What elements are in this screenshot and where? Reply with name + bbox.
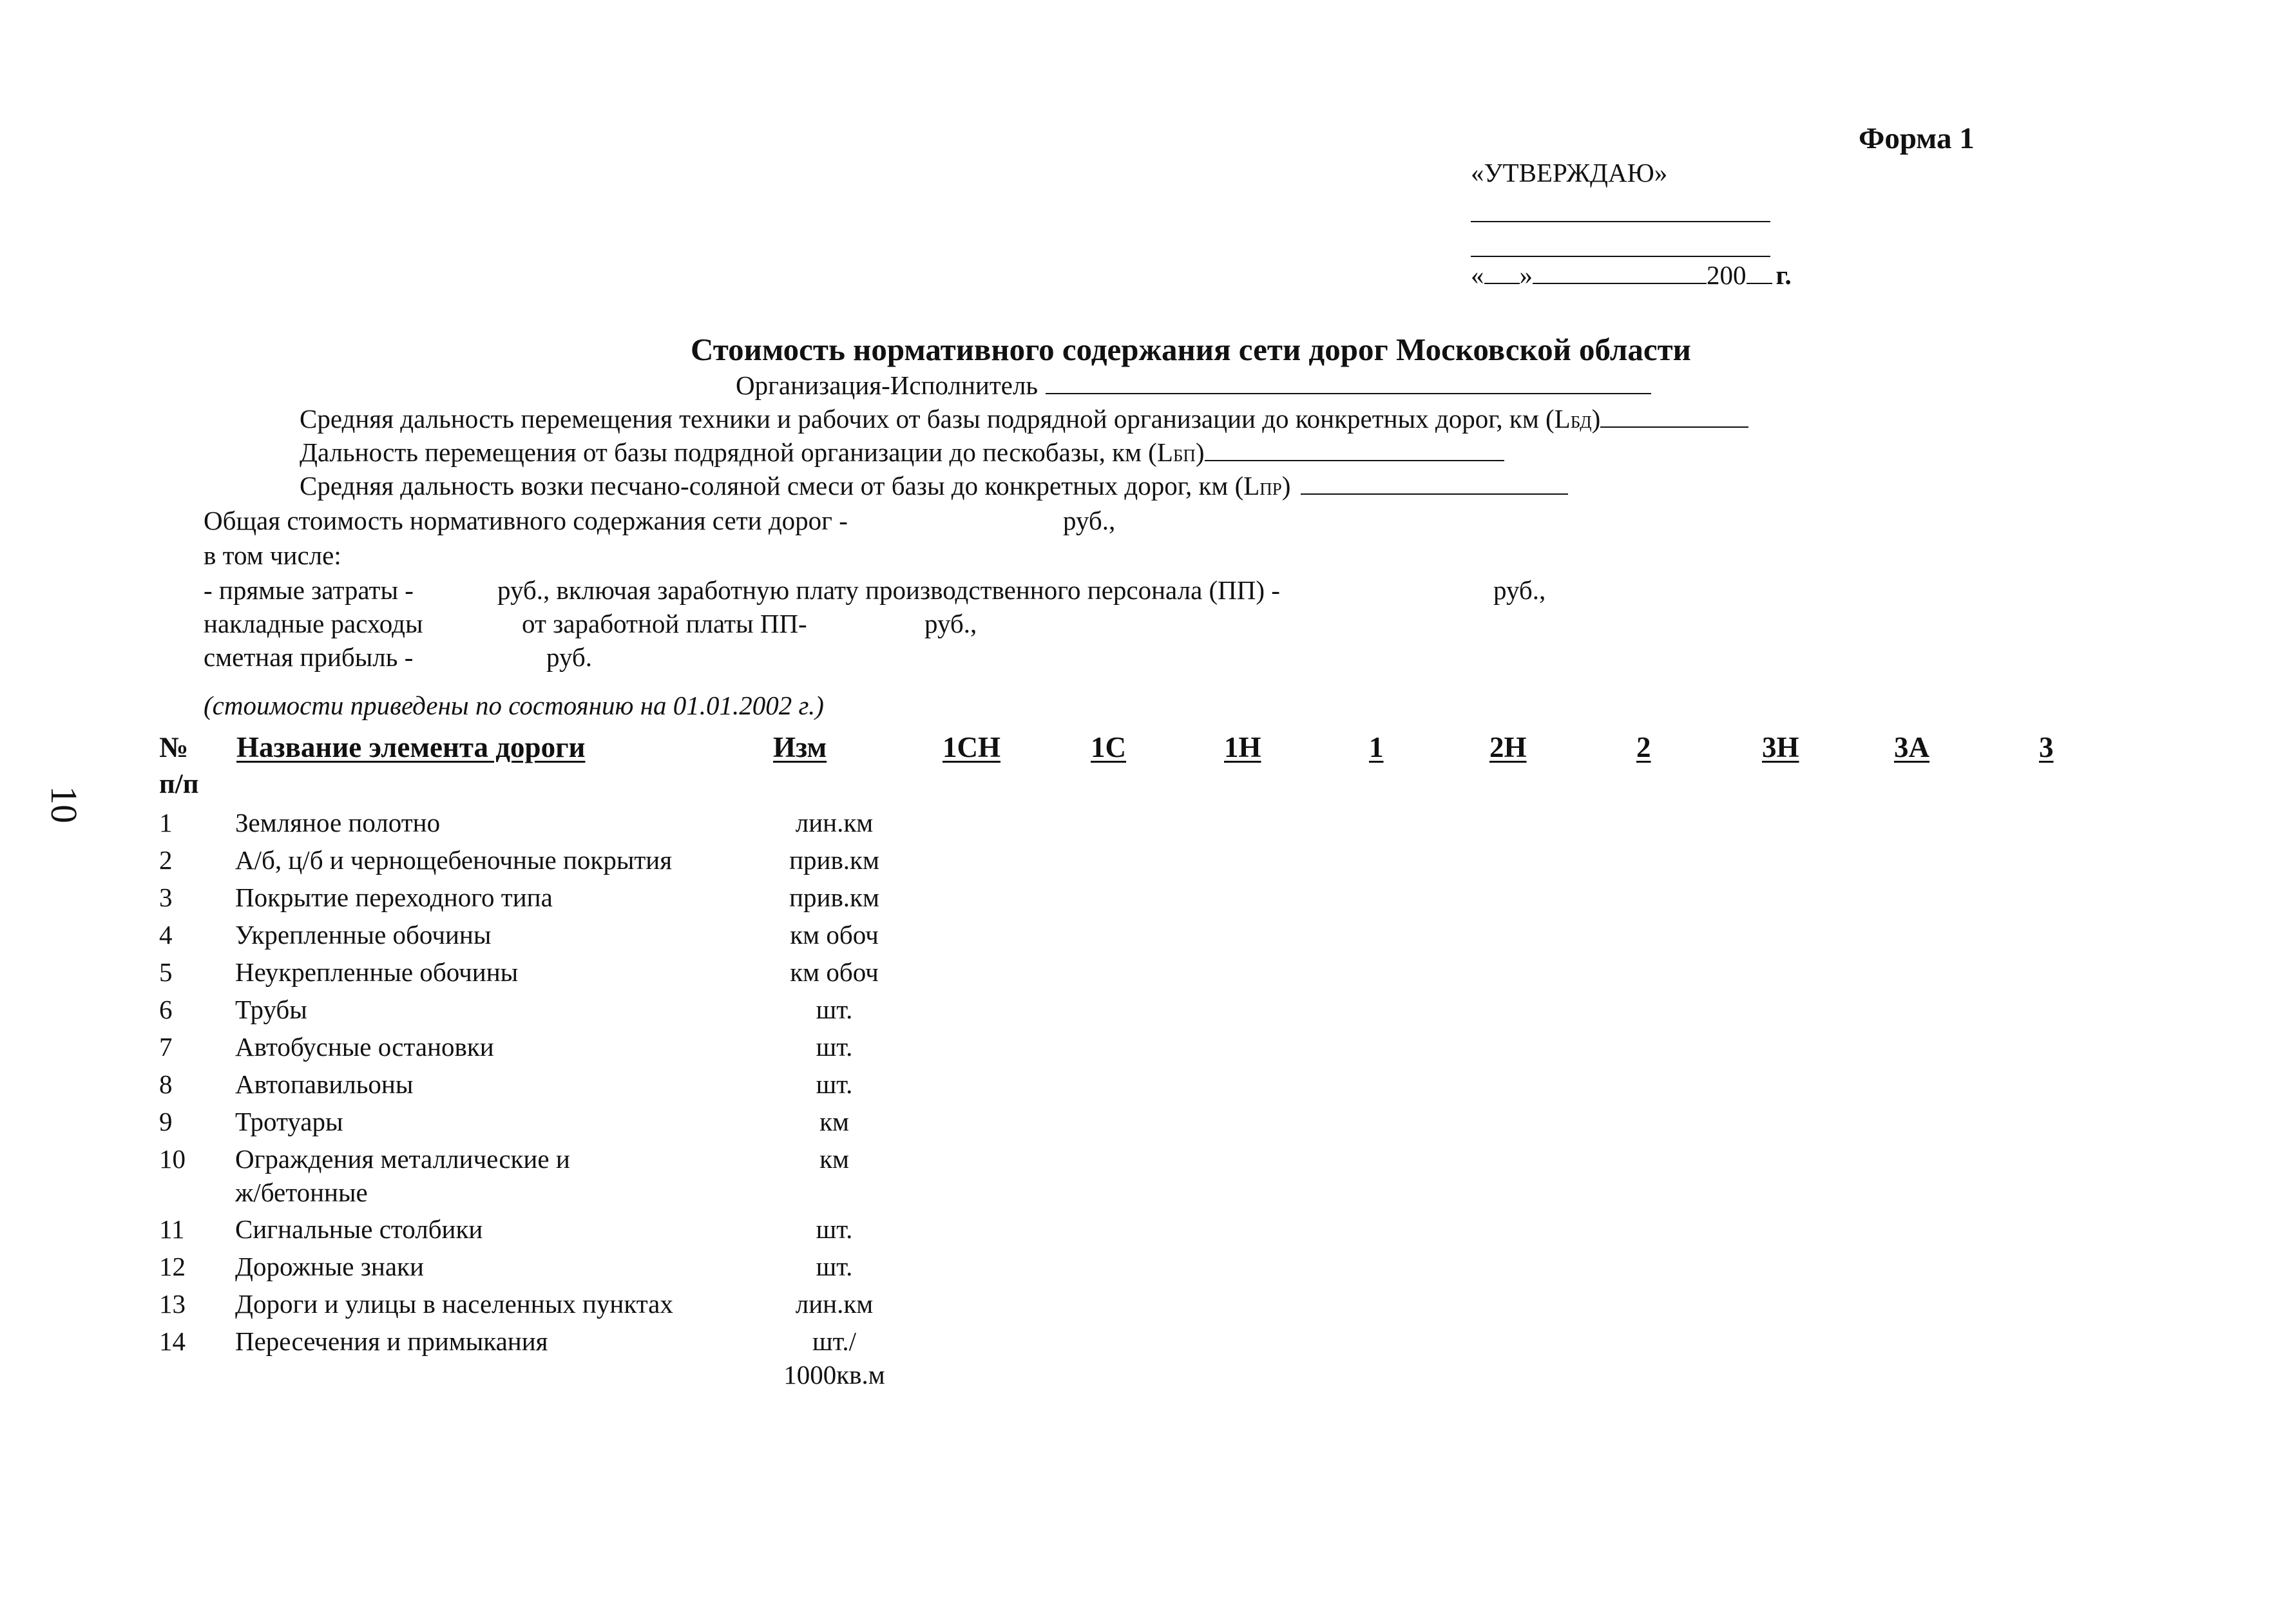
row-number: 1 xyxy=(159,808,173,837)
row-number: 3 xyxy=(159,883,173,912)
avg-distance-paren: ) xyxy=(1591,404,1601,434)
header-category: 1Н xyxy=(1224,731,1261,763)
avg-distance-sub: БД xyxy=(1570,412,1592,432)
total-cost-rub: руб., xyxy=(1063,506,1116,535)
header-category: 3Н xyxy=(1762,731,1799,763)
row-unit: шт. xyxy=(816,1214,853,1244)
date-year-blank xyxy=(1747,282,1772,284)
mix-distance-label: Средняя дальность возки песчано-соляной смеси от базы до конкретных дорог, км (L xyxy=(300,471,1260,501)
row-element-name: Покрытие переходного типа xyxy=(235,883,553,912)
row-number: 2 xyxy=(159,845,173,875)
row-number: 12 xyxy=(159,1252,186,1281)
header-category: 1С xyxy=(1091,731,1126,763)
mix-distance-blank xyxy=(1301,493,1568,495)
mix-distance-field xyxy=(300,473,1568,499)
sand-distance-label: Дальность перемещения от базы подрядной организации до пескобазы, км (L xyxy=(300,437,1173,467)
row-unit: шт./ xyxy=(812,1326,857,1356)
sand-distance-blank xyxy=(1205,459,1504,461)
header-unit: Изм xyxy=(773,731,827,763)
row-number: 14 xyxy=(159,1326,186,1356)
row-unit: шт. xyxy=(816,1032,853,1062)
header-category: 2Н xyxy=(1489,731,1527,763)
date-month-blank xyxy=(1533,282,1707,284)
header-category: 3 xyxy=(2039,731,2054,763)
row-unit: лин.км xyxy=(795,808,874,837)
row-element-name: Пересечения и примыкания xyxy=(235,1326,548,1356)
row-element-name: Дорожные знаки xyxy=(235,1252,424,1281)
row-unit: лин.км xyxy=(795,1289,874,1319)
header-category: 1СН xyxy=(943,731,1000,763)
row-element-name: Укрепленные обочины xyxy=(235,920,492,950)
row-unit: км обоч xyxy=(790,957,879,987)
row-number: 5 xyxy=(159,957,173,987)
row-element-name: Тротуары xyxy=(235,1107,343,1136)
approval-title: «УТВЕРЖДАЮ» xyxy=(1471,158,1668,187)
row-number: 11 xyxy=(159,1214,185,1244)
row-number: 6 xyxy=(159,995,173,1024)
sand-distance-paren: ) xyxy=(1195,437,1205,467)
header-category: 3А xyxy=(1894,731,1929,763)
org-blank xyxy=(1046,392,1651,394)
header-num-line1: № xyxy=(159,731,189,763)
date-open-quote: « xyxy=(1471,260,1484,290)
row-element-name: А/б, ц/б и чернощебеночные покрытия xyxy=(235,845,673,875)
sand-distance-field xyxy=(300,439,1504,466)
overhead-rub: руб., xyxy=(924,609,977,638)
price-date-note: (стоимости приведены по состоянию на 01.01.2002 г.) xyxy=(204,691,824,720)
signature-line-2 xyxy=(1471,256,1770,257)
including-label: в том числе: xyxy=(204,540,341,570)
direct-costs-tail: руб., включая заработную плату производственного персонала (ПП) - xyxy=(497,575,1280,605)
date-close-quote: » xyxy=(1519,260,1533,290)
row-number: 8 xyxy=(159,1069,173,1099)
row-unit: прив.км xyxy=(789,845,879,875)
avg-distance-field xyxy=(300,406,1748,432)
form-label: Форма 1 xyxy=(1859,122,1975,155)
org-field xyxy=(736,372,1651,399)
row-element-name: Автопавильоны xyxy=(235,1069,414,1099)
sand-distance-sub: БП xyxy=(1172,446,1196,465)
wages-rub: руб., xyxy=(1493,575,1546,605)
profit-label: сметная прибыль - xyxy=(204,642,414,672)
overhead-label: накладные расходы xyxy=(204,609,423,638)
header-num-line2: п/п xyxy=(159,769,199,799)
row-element-name: Автобусные остановки xyxy=(235,1032,494,1062)
row-element-name: Дороги и улицы в населенных пунктах xyxy=(235,1289,673,1319)
row-element-name-cont: ж/бетонные xyxy=(235,1178,368,1207)
row-element-name: Трубы xyxy=(235,995,307,1024)
row-element-name: Сигнальные столбики xyxy=(235,1214,483,1244)
avg-distance-blank xyxy=(1600,426,1748,428)
row-number: 10 xyxy=(159,1144,186,1174)
signature-line-1 xyxy=(1471,221,1770,222)
date-year: 200 xyxy=(1707,260,1747,290)
row-unit: км xyxy=(819,1107,849,1136)
row-element-name: Земляное полотно xyxy=(235,808,441,837)
row-unit: шт. xyxy=(816,995,853,1024)
mix-distance-sub: ПР xyxy=(1259,479,1282,499)
document-title: Стоимость нормативного содержания сети дорог Московской области xyxy=(691,332,1691,367)
header-category: 1 xyxy=(1369,731,1384,763)
row-unit: км xyxy=(819,1144,849,1174)
mix-distance-paren: ) xyxy=(1281,471,1291,501)
profit-rub: руб. xyxy=(546,642,593,672)
row-unit: прив.км xyxy=(789,883,879,912)
row-number: 9 xyxy=(159,1107,173,1136)
avg-distance-label: Средняя дальность перемещения техники и рабочих от базы подрядной организации до конкретных дорог, км (L xyxy=(300,404,1571,434)
total-cost-label: Общая стоимость нормативного содержания сети дорог - xyxy=(204,506,848,535)
overhead-mid: от заработной платы ПП- xyxy=(522,609,807,638)
org-label: Организация-Исполнитель xyxy=(736,370,1038,400)
row-unit-cont: 1000кв.м xyxy=(783,1360,885,1390)
approval-date xyxy=(1471,262,1792,289)
row-unit: шт. xyxy=(816,1252,853,1281)
page-number: 10 xyxy=(43,786,85,823)
row-unit: шт. xyxy=(816,1069,853,1099)
date-suffix: г. xyxy=(1776,260,1792,290)
date-day-blank xyxy=(1484,282,1520,284)
row-number: 7 xyxy=(159,1032,173,1062)
direct-costs-label: - прямые затраты - xyxy=(204,575,414,605)
row-number: 13 xyxy=(159,1289,186,1319)
row-element-name: Неукрепленные обочины xyxy=(235,957,519,987)
header-category: 2 xyxy=(1636,731,1651,763)
row-number: 4 xyxy=(159,920,173,950)
row-unit: км обоч xyxy=(790,920,879,950)
row-element-name: Ограждения металлические и xyxy=(235,1144,570,1174)
header-element-name: Название элемента дороги xyxy=(236,731,586,763)
